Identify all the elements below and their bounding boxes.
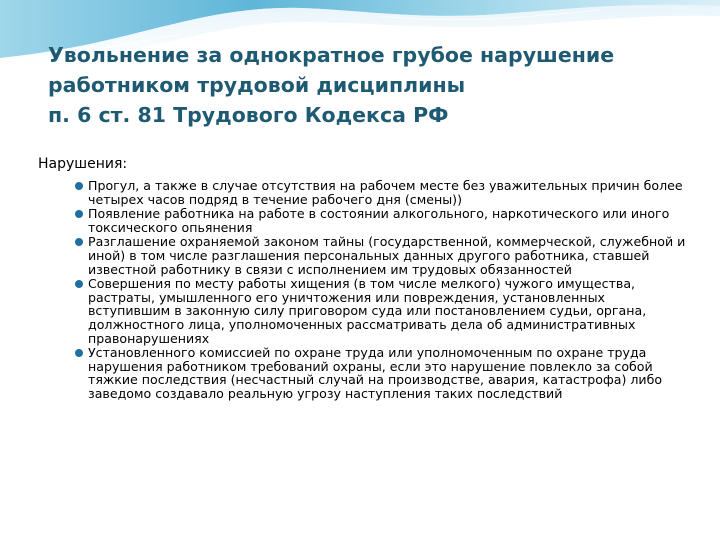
title-line-1: Увольнение за однократное грубое нарушение [48, 43, 615, 67]
bullet-icon [75, 280, 83, 288]
bullet-icon [75, 349, 83, 357]
list-item [38, 179, 688, 206]
title-line-2: работником трудовой дисциплины [48, 73, 466, 97]
list-item-text: Появление работника на работе в состоянии алкогольного, наркотического или иного токсического опьянения [88, 206, 670, 235]
bullet-icon [75, 210, 83, 218]
list-item [38, 346, 688, 400]
bullet-icon [75, 238, 83, 246]
list-item [38, 277, 688, 345]
list-item-text: Прогул, а также в случае отсутствия на рабочем месте без уважительных причин более четырех часов подряд в течение рабочего дня (смены)) [88, 178, 683, 207]
violations-heading: Нарушения: [38, 156, 128, 172]
list-item-text: Совершения по месту работы хищения (в том числе мелкого) чужого имущества, растраты, умышленного его уничтожения или повреждения, установленных вступившим в законную силу приговором суда или постановлением судьи, органа, должностного лица, уполномоченных рассматривать дела об административных правонарушениях [88, 276, 647, 346]
content-area [38, 155, 688, 402]
violations-list [38, 179, 688, 401]
list-item-text: Разглашение охраняемой законом тайны (государственной, коммерческой, служебной и иной) в том числе разглашения персональных данных другого работника, ставшей известной работнику в связи с исполнением им трудовых обязанностей [88, 234, 686, 277]
slide-title [48, 40, 688, 130]
bullet-icon [75, 182, 83, 190]
title-line-3: п. 6 ст. 81 Трудового Кодекса РФ [48, 103, 449, 127]
list-item [38, 235, 688, 276]
list-item-text: Установленного комиссией по охране труда или уполномоченным по охране труда нарушения работником требований охраны, если это нарушение повлекло за собой тяжкие последствия (несчастный случай на производстве, авария, катастрофа) либо заведомо создавало реальную угрозу наступления таких последствий [88, 345, 663, 401]
list-item [38, 207, 688, 234]
